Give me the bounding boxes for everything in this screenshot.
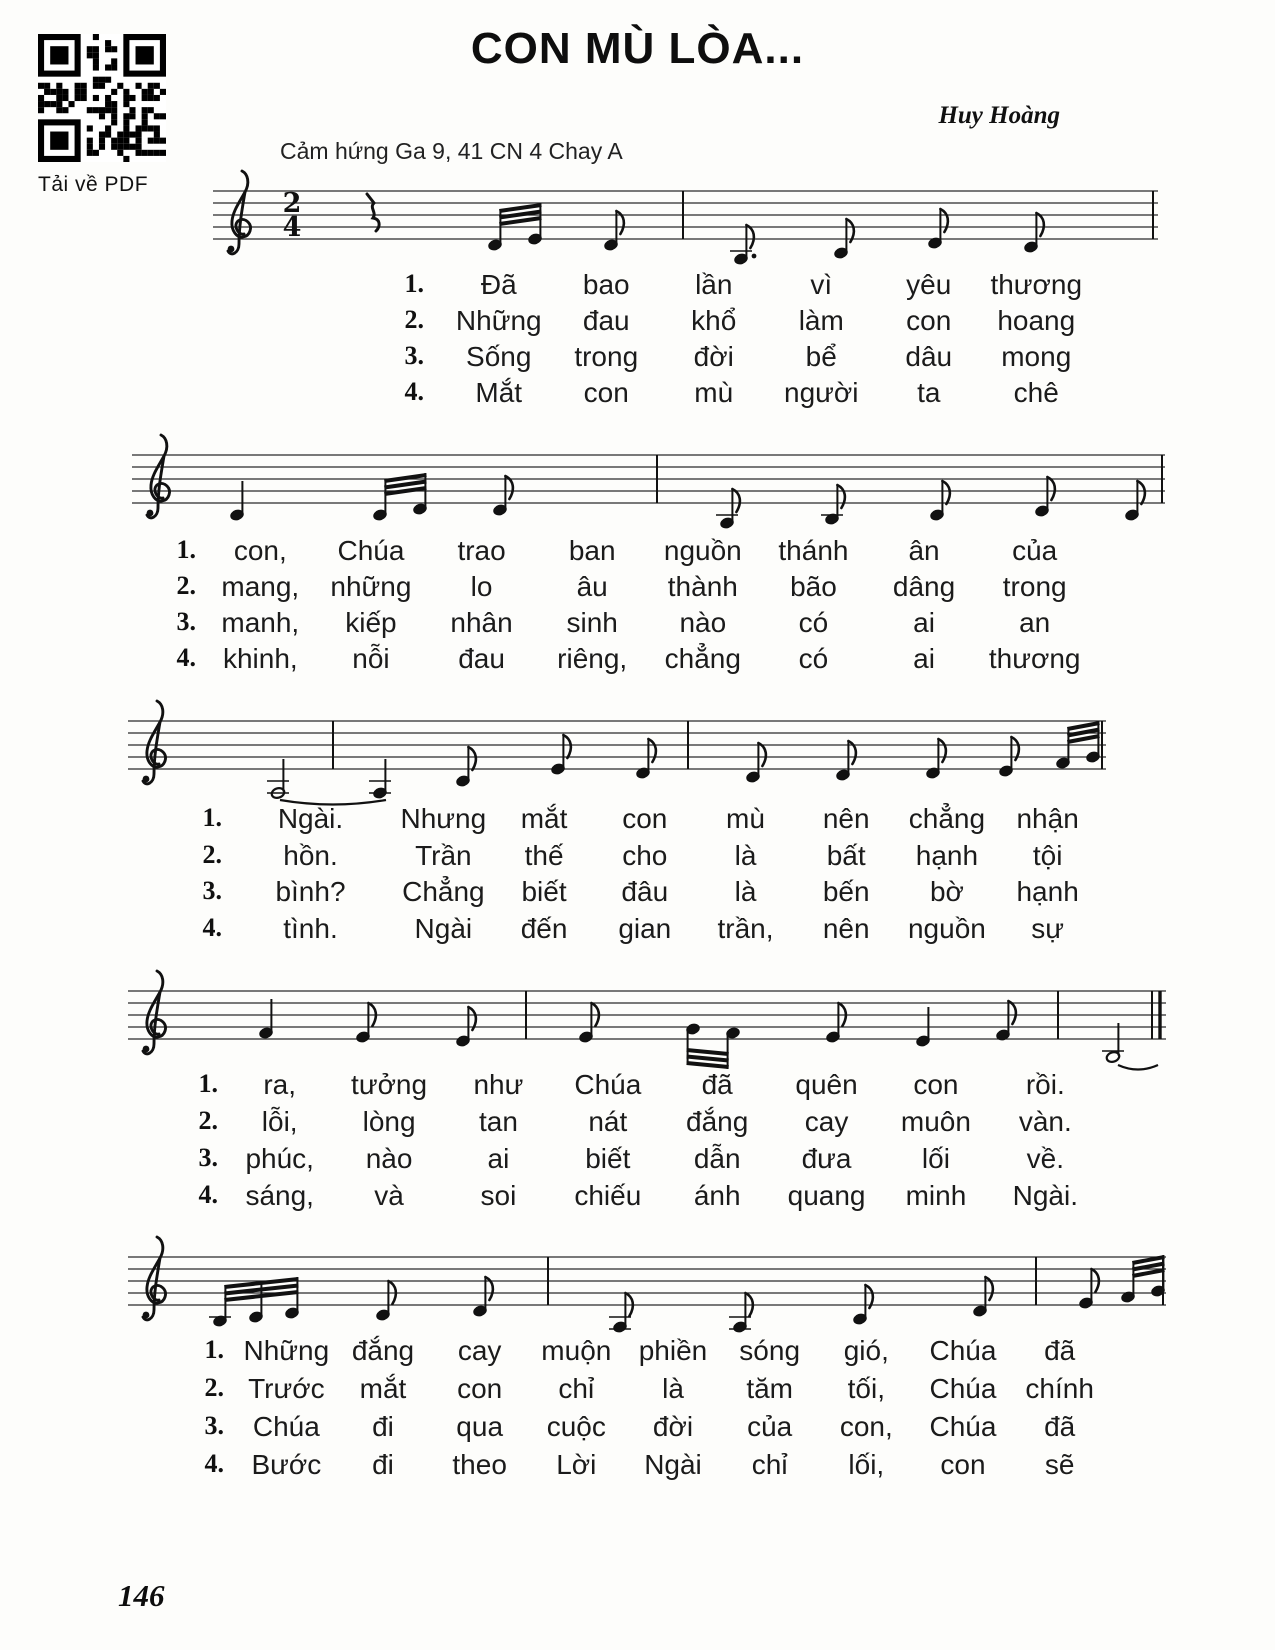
verse-number: 2. <box>198 1106 218 1135</box>
download-pdf-label[interactable]: Tải về PDF <box>38 173 149 196</box>
verse-number: 1. <box>176 535 196 564</box>
verse-words <box>228 876 1098 908</box>
lyric-word: cay <box>804 1106 849 1137</box>
treble-clef-icon <box>143 701 166 784</box>
lyric-word: trần, <box>717 912 774 944</box>
lyric-word: Trước <box>248 1373 325 1404</box>
lyric-word: muộn <box>541 1335 612 1366</box>
lyric-word: sáng, <box>245 1180 314 1211</box>
time-signature <box>283 188 302 243</box>
verse-number: 1. <box>198 1069 218 1098</box>
note <box>267 759 289 799</box>
lyric-word: ta <box>917 377 941 408</box>
treble-clef-icon <box>228 171 251 254</box>
lyric-word: nát <box>588 1106 628 1137</box>
lyric-word: đau <box>582 305 630 336</box>
lyric-word: Những <box>243 1335 330 1366</box>
lyric-word: chẳng <box>664 643 741 674</box>
verse-number: 1. <box>204 1335 224 1364</box>
staff-1 <box>213 166 1158 278</box>
lyric-word: đã <box>701 1069 733 1100</box>
lyric-word: Bước <box>251 1449 322 1480</box>
lyric-word: Đã <box>480 269 517 300</box>
verse-number: 3. <box>404 341 424 370</box>
verse-line <box>0 535 1275 571</box>
lyric-word: người <box>784 377 859 408</box>
lyric-word: nhân <box>450 607 513 638</box>
lyric-word: trong <box>1002 571 1067 602</box>
lyric-word: vì <box>810 269 833 300</box>
lyric-word: bất <box>826 839 866 871</box>
verse-line <box>0 305 1275 341</box>
verse-line <box>0 1069 1275 1105</box>
lyric-word: an <box>1019 607 1051 638</box>
lyric-word: ân <box>908 535 940 566</box>
lyric-word: như <box>473 1069 524 1100</box>
verse-line <box>0 1335 1275 1371</box>
lyric-word: kiếp <box>345 607 397 638</box>
lyric-word: con <box>940 1449 986 1480</box>
lyric-word: manh, <box>221 607 300 638</box>
lyric-word: chẳng <box>908 803 986 834</box>
verse-words <box>205 571 1090 603</box>
lyric-word: trao <box>457 535 506 566</box>
verse-words <box>225 1143 1100 1175</box>
lyric-word: có <box>798 607 829 638</box>
lyric-word: mang, <box>221 571 300 602</box>
verse-line <box>0 643 1275 679</box>
quarter-rest <box>367 194 379 231</box>
verse-number: 2. <box>204 1373 224 1402</box>
staff-wrap-3 <box>128 696 1106 813</box>
lyric-word: Chúa <box>574 1069 642 1100</box>
lyric-word: lo <box>470 571 493 602</box>
lyric-word: tan <box>478 1106 518 1137</box>
staff-5 <box>128 1232 1166 1344</box>
lyric-word: con <box>457 1373 503 1404</box>
staff-wrap-4 <box>128 966 1166 1083</box>
note <box>369 759 391 799</box>
lyric-word: Mắt <box>475 377 523 408</box>
lyric-word: ai <box>913 643 935 674</box>
note <box>929 481 949 521</box>
lyric-word: hạnh <box>915 839 979 871</box>
verse-block-2 <box>0 535 1275 679</box>
lyric-word: những <box>330 571 412 602</box>
lyric-word: theo <box>452 1449 507 1480</box>
lyric-word: nào <box>679 607 727 638</box>
lyric-word: gió, <box>843 1335 889 1366</box>
verse-line <box>0 269 1275 305</box>
lyric-word: nguồn <box>907 912 986 944</box>
lyric-word: biết <box>585 1143 631 1174</box>
note <box>609 1293 633 1333</box>
staff-wrap-5 <box>128 1232 1166 1349</box>
lyric-word: chỉ <box>558 1373 595 1404</box>
note <box>355 1003 375 1043</box>
lyric-word: sẽ <box>1044 1449 1075 1480</box>
verse-words <box>238 1373 1108 1405</box>
lyric-word: mắt <box>359 1373 407 1404</box>
lyric-word: đến <box>520 912 568 944</box>
verse-line <box>0 1449 1275 1485</box>
treble-clef-icon <box>143 971 166 1054</box>
lyric-word: đời <box>652 1411 694 1442</box>
verse-words <box>445 269 1090 301</box>
verse-number: 2. <box>404 305 424 334</box>
lyric-word: soi <box>480 1180 517 1211</box>
lyric-word: quên <box>795 1069 858 1100</box>
note <box>372 473 427 521</box>
lyric-word: mắt <box>520 803 568 834</box>
lyric-word: là <box>734 876 757 907</box>
lyric-word: tối, <box>847 1373 885 1404</box>
lyric-word: Chúa <box>929 1373 997 1404</box>
lyric-word: của <box>1012 535 1058 566</box>
lyric-word: khổ <box>691 305 737 336</box>
lyric-word: lỗi, <box>261 1106 298 1137</box>
lyric-word: thương <box>990 269 1083 300</box>
lyric-word: con <box>906 305 952 336</box>
lyric-word: dâu <box>905 341 953 372</box>
lyric-word: thế <box>524 839 564 871</box>
verse-words <box>238 1335 1108 1367</box>
lyric-word: Ngài. <box>277 803 344 834</box>
composer-credit: Huy Hoàng <box>938 102 1060 129</box>
lyric-word: trong <box>574 341 639 372</box>
verse-line <box>0 1106 1275 1142</box>
note <box>1124 481 1144 521</box>
lyric-word: của <box>747 1411 793 1442</box>
lyric-word: sóng <box>739 1335 801 1366</box>
svg-text:2: 2 <box>282 188 302 219</box>
inspiration-caption: Cảm hứng Ga 9, 41 CN 4 Chay A <box>280 138 623 164</box>
note <box>1034 477 1054 517</box>
lyric-word: đi <box>372 1449 394 1480</box>
lyric-word: tội <box>1032 839 1063 871</box>
lyric-word: cay <box>457 1335 502 1366</box>
verse-number: 3. <box>204 1411 224 1440</box>
verse-line <box>0 571 1275 607</box>
lyric-word: làm <box>798 305 844 336</box>
lyric-word: con <box>913 1069 959 1100</box>
lyric-word: chỉ <box>751 1449 788 1480</box>
staff-2 <box>132 430 1165 542</box>
verse-words <box>228 840 1098 872</box>
lyric-word: con, <box>233 535 287 566</box>
lyric-word: khinh, <box>222 643 298 674</box>
lyric-word: nguồn <box>663 535 742 566</box>
song-title: CON MÙ LÒA... <box>470 24 805 73</box>
verse-words <box>228 913 1098 945</box>
lyric-word: Trần <box>415 839 472 871</box>
lyric-word: tưởng <box>351 1069 428 1100</box>
lyric-word: bao <box>582 269 630 300</box>
lyric-word: thánh <box>778 535 849 566</box>
note <box>1120 1255 1165 1303</box>
lyric-word: lối <box>921 1143 950 1174</box>
lyric-word: mù <box>726 803 765 834</box>
note <box>209 1277 300 1327</box>
verse-number: 3. <box>202 876 222 905</box>
verse-words <box>228 803 1098 835</box>
verse-words <box>225 1069 1100 1101</box>
lyric-word: Ngài <box>644 1449 702 1480</box>
verse-number: 2. <box>202 839 222 869</box>
treble-clef-icon <box>147 435 170 518</box>
lyric-word: đắng <box>351 1335 415 1366</box>
lyric-word: Chúa <box>337 535 405 566</box>
verse-block-3 <box>0 803 1275 949</box>
lyric-word: vàn. <box>1018 1106 1072 1137</box>
lyric-word: Chúa <box>929 1411 997 1442</box>
lyric-word: Sống <box>466 341 532 372</box>
verse-words <box>445 377 1090 409</box>
verse-words <box>238 1449 1108 1481</box>
verse-line <box>0 1373 1275 1409</box>
verse-block-5 <box>0 1335 1275 1487</box>
staff-wrap-2 <box>132 430 1165 547</box>
note <box>835 741 855 781</box>
note <box>972 1277 992 1317</box>
verse-number: 3. <box>176 607 196 636</box>
lyric-word: chê <box>1013 377 1059 408</box>
verse-line <box>0 607 1275 643</box>
note <box>375 1281 395 1321</box>
lyric-word: dâng <box>892 571 956 602</box>
lyric-word: con <box>622 803 668 834</box>
lyric-word: đâu <box>621 876 669 907</box>
verse-words <box>445 341 1090 373</box>
lyric-word: hồn. <box>283 839 338 871</box>
lyric-word: Chúa <box>252 1411 320 1442</box>
lyric-word: muôn <box>900 1106 971 1137</box>
lyric-word: bình? <box>275 876 346 907</box>
lyric-word: thương <box>988 643 1081 674</box>
lyric-word: rồi. <box>1025 1069 1065 1100</box>
lyric-word: đắng <box>686 1106 749 1137</box>
note <box>730 225 756 265</box>
verse-number: 4. <box>198 1180 218 1209</box>
lyric-word: ánh <box>693 1180 741 1211</box>
lyric-word: Ngài <box>414 912 473 944</box>
lyric-word: minh <box>905 1180 967 1211</box>
lyric-word: nên <box>822 912 870 944</box>
lyric-word: dẫn <box>693 1143 741 1174</box>
lyric-word: ban <box>568 535 616 566</box>
lyric-word: nào <box>365 1143 413 1174</box>
lyric-word: tình. <box>283 912 338 944</box>
note <box>472 1277 492 1317</box>
verse-line <box>0 1411 1275 1447</box>
lyric-word: lần <box>695 269 733 300</box>
lyric-word: bão <box>790 571 837 602</box>
lyric-word: âu <box>576 571 608 602</box>
page-number: 146 <box>118 1578 165 1613</box>
verse-words <box>205 607 1090 639</box>
verse-number: 1. <box>202 803 222 832</box>
lyric-word: Lời <box>556 1449 597 1480</box>
staff-4 <box>128 966 1166 1078</box>
lyric-word: đi <box>372 1411 394 1442</box>
lyric-word: và <box>374 1180 404 1211</box>
lyric-word: bể <box>805 341 837 372</box>
verse-number: 3. <box>198 1143 218 1172</box>
lyric-word: ai <box>913 607 935 638</box>
lyric-word: hoang <box>997 305 1076 336</box>
note <box>1078 1269 1098 1309</box>
verse-line <box>0 341 1275 377</box>
verse-words <box>225 1106 1100 1138</box>
lyric-word: có <box>798 643 829 674</box>
verse-line <box>0 840 1275 876</box>
lyric-word: đã <box>1044 1335 1076 1366</box>
verse-line <box>0 803 1275 839</box>
lyric-word: đời <box>693 341 734 372</box>
note <box>229 481 244 521</box>
verse-words <box>445 305 1090 337</box>
verse-line <box>0 1180 1275 1216</box>
verse-block-1 <box>0 269 1275 413</box>
lyric-word: bến <box>822 876 870 907</box>
lyric-word: nhận <box>1016 803 1079 834</box>
lyric-word: mù <box>694 377 734 408</box>
lyric-word: Chẳng <box>402 876 485 907</box>
verse-number: 2. <box>176 571 196 600</box>
lyric-word: phiền <box>638 1335 708 1366</box>
verse-line <box>0 1143 1275 1179</box>
verse-block-4 <box>0 1069 1275 1217</box>
lyric-word: thành <box>667 571 738 602</box>
lyric-word: về. <box>1026 1143 1064 1174</box>
verse-words <box>205 643 1090 675</box>
lyric-word: nên <box>822 803 870 834</box>
lyric-word: bờ <box>929 876 964 907</box>
lyric-word: nỗi <box>352 643 390 674</box>
lyric-word: sinh <box>566 607 618 638</box>
lyric-word: riêng, <box>557 643 628 674</box>
lyric-word: gian <box>618 912 672 944</box>
verse-number: 4. <box>202 912 222 942</box>
note <box>825 1003 845 1043</box>
note <box>492 476 512 516</box>
lyric-word: đưa <box>801 1143 852 1174</box>
verse-line <box>0 876 1275 912</box>
verse-words <box>205 535 1090 567</box>
lyric-word: Những <box>455 305 542 336</box>
lyric-word: quang <box>787 1180 866 1211</box>
treble-clef-icon <box>143 1237 166 1320</box>
verse-words <box>238 1411 1108 1443</box>
lyric-word: ra, <box>263 1069 297 1100</box>
lyric-word: biết <box>521 876 567 907</box>
lyric-word: hạnh <box>1016 876 1079 907</box>
note <box>1102 1023 1124 1063</box>
lyric-word: đã <box>1044 1411 1076 1442</box>
note <box>603 211 623 251</box>
note <box>685 1023 740 1069</box>
lyric-word: yêu <box>906 269 952 300</box>
lyric-word: cuộc <box>546 1411 606 1442</box>
lyric-word: phúc, <box>245 1143 314 1174</box>
staff-wrap-1 <box>213 166 1158 283</box>
verse-line <box>0 913 1275 949</box>
lyric-word: Ngài. <box>1012 1180 1078 1211</box>
lyric-word: con <box>583 377 629 408</box>
lyric-word: ai <box>487 1143 510 1174</box>
lyric-word: đau <box>458 643 505 674</box>
verse-words <box>225 1180 1100 1212</box>
lyric-word: tăm <box>746 1373 793 1404</box>
note <box>1023 213 1043 253</box>
verse-number: 1. <box>404 269 424 298</box>
note <box>455 747 475 787</box>
lyric-word: chính <box>1025 1373 1094 1404</box>
lyric-word: sự <box>1031 912 1065 944</box>
note <box>745 743 765 783</box>
lyric-word: con, <box>839 1411 893 1442</box>
staff-3 <box>128 696 1106 808</box>
note <box>995 1001 1015 1041</box>
verse-number: 4. <box>204 1449 224 1478</box>
note <box>729 1293 753 1333</box>
note <box>578 1003 598 1043</box>
verse-number: 4. <box>176 643 196 672</box>
lyric-word: Chúa <box>929 1335 997 1366</box>
verse-line <box>0 377 1275 413</box>
note <box>716 489 740 529</box>
lyric-word: mong <box>1001 341 1072 372</box>
verse-number: 4. <box>404 377 424 406</box>
lyric-word: là <box>734 839 757 871</box>
lyric-word: lòng <box>362 1106 416 1137</box>
lyric-word: là <box>662 1373 684 1404</box>
lyric-word: lối, <box>848 1449 885 1480</box>
lyric-word: cho <box>622 839 668 871</box>
lyric-word: chiếu <box>574 1180 642 1211</box>
lyric-word: Nhưng <box>400 803 487 834</box>
note <box>258 999 273 1039</box>
svg-text:4: 4 <box>282 212 302 243</box>
lyric-word: qua <box>456 1411 504 1442</box>
